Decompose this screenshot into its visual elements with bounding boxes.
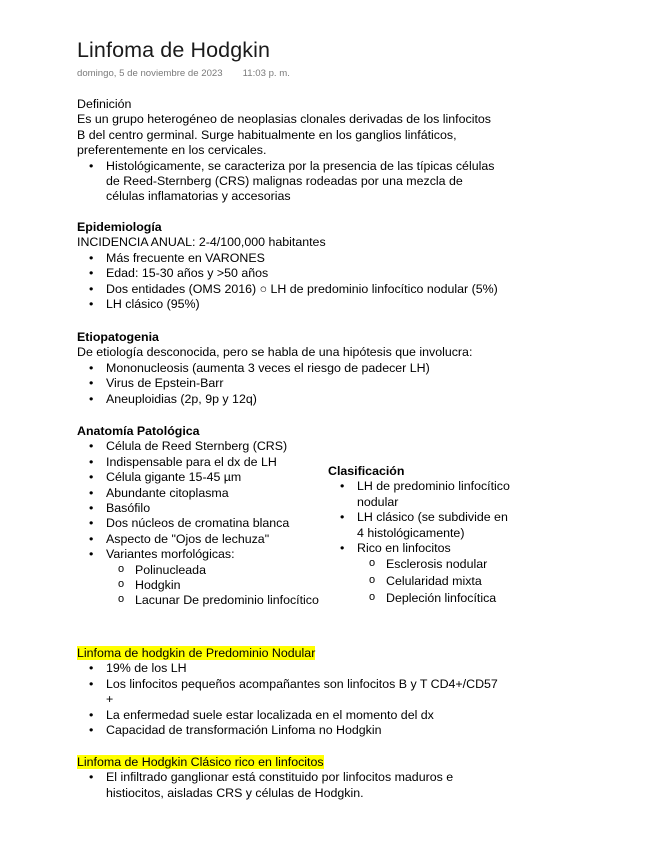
definicion-line-3: preferentemente en los cervicales. <box>77 143 267 158</box>
list-item: o Hodgkin <box>106 578 357 593</box>
list-item: • El infiltrado ganglionar está constituido por linfocitos maduros e histiocitos, aisladas CRS y células de Hodgkin. <box>77 770 577 801</box>
list-item: • Dos entidades (OMS 2016) ○ LH de predominio linfocítico nodular (5%) <box>77 282 577 297</box>
list-item: • La enfermedad suele estar localizada en el momento del dx <box>77 708 577 723</box>
section-epidemiologia <box>77 220 577 312</box>
etiopatogenia-heading: Etiopatogenia <box>77 330 159 344</box>
list-item: • Capacidad de transformación Linfoma no Hodgkin <box>77 723 577 738</box>
etiopatogenia-intro: De etiología desconocida, pero se habla de una hipótesis que involucra: <box>77 345 473 360</box>
list-item: o Esclerosis nodular <box>357 556 568 573</box>
definicion-heading: Definición <box>77 97 132 111</box>
list-item: • Célula gigante 15-45 µm <box>77 470 357 485</box>
epidemiologia-intro: INCIDENCIA ANUAL: 2-4/100,000 habitantes <box>77 235 326 250</box>
list-item: • Dos núcleos de cromatina blanca <box>77 516 357 531</box>
list-item: • LH clásico (95%) <box>77 297 577 312</box>
nodular-heading: Linfoma de hodgkin de Predominio Nodular <box>77 646 316 660</box>
list-item: • Célula de Reed Sternberg (CRS) <box>77 439 357 454</box>
list-item: • Indispensable para el dx de LH <box>77 455 357 470</box>
list-item: • Aneuploidias (2p, 9p y 12q) <box>77 392 597 407</box>
definicion-bullet: • Histológicamente, se caracteriza por la presencia de las típicas células de Reed-Sternberg (CRS) malignas rodeadas por una mezcla de células inflamatorias y accesorias <box>77 159 577 205</box>
section-predominio-nodular <box>77 646 577 738</box>
list-item: • Rico en linfocitos <box>328 541 568 556</box>
anatomia-heading: Anatomía Patológica <box>77 424 200 438</box>
page-title: Linfoma de Hodgkin <box>77 38 271 62</box>
list-item: • Aspecto de "Ojos de lechuza" <box>77 532 357 547</box>
list-item: • Más frecuente en VARONES <box>77 251 577 266</box>
page-timestamp <box>77 68 290 79</box>
section-clasificacion <box>328 464 568 607</box>
section-etiopatogenia <box>77 330 597 407</box>
list-item: • Variantes morfológicas: <box>77 547 357 562</box>
list-item: o Lacunar De predominio linfocítico <box>106 593 357 608</box>
definicion-line-2: B del centro germinal. Surge habitualmente en los ganglios linfáticos, <box>77 127 457 142</box>
section-clasico-rico <box>77 755 577 801</box>
clasico-rico-heading: Linfoma de Hodgkin Clásico rico en linfocitos <box>77 755 324 769</box>
list-item: • Edad: 15-30 años y >50 años <box>77 266 577 281</box>
section-anatomia <box>77 424 357 609</box>
list-item: • LH clásico (se subdivide en 4 histológicamente) <box>328 510 568 541</box>
list-item: • Virus de Epstein-Barr <box>77 376 597 391</box>
page-time: 11:03 p. m. <box>242 68 290 79</box>
list-item: • 19% de los LH <box>77 661 577 676</box>
clasificacion-heading: Clasificación <box>328 464 405 478</box>
list-item: • LH de predominio linfocítico nodular <box>328 479 568 510</box>
definicion-line-1: Es un grupo heterogéneo de neoplasias clonales derivadas de los linfocitos <box>77 112 491 127</box>
list-item: o Polinucleada <box>106 563 357 578</box>
list-item: o Depleción linfocítica <box>357 590 568 607</box>
list-item: • Mononucleosis (aumenta 3 veces el riesgo de padecer LH) <box>77 361 597 376</box>
section-definicion <box>77 97 577 205</box>
list-item: • Basófilo <box>77 501 357 516</box>
page-date: domingo, 5 de noviembre de 2023 <box>77 68 223 79</box>
list-item: • Los linfocitos pequeños acompañantes son linfocitos B y T CD4+/CD57 + <box>77 677 577 708</box>
list-item: • Abundante citoplasma <box>77 486 357 501</box>
list-item: o Celularidad mixta <box>357 573 568 590</box>
epidemiologia-heading: Epidemiología <box>77 220 162 234</box>
